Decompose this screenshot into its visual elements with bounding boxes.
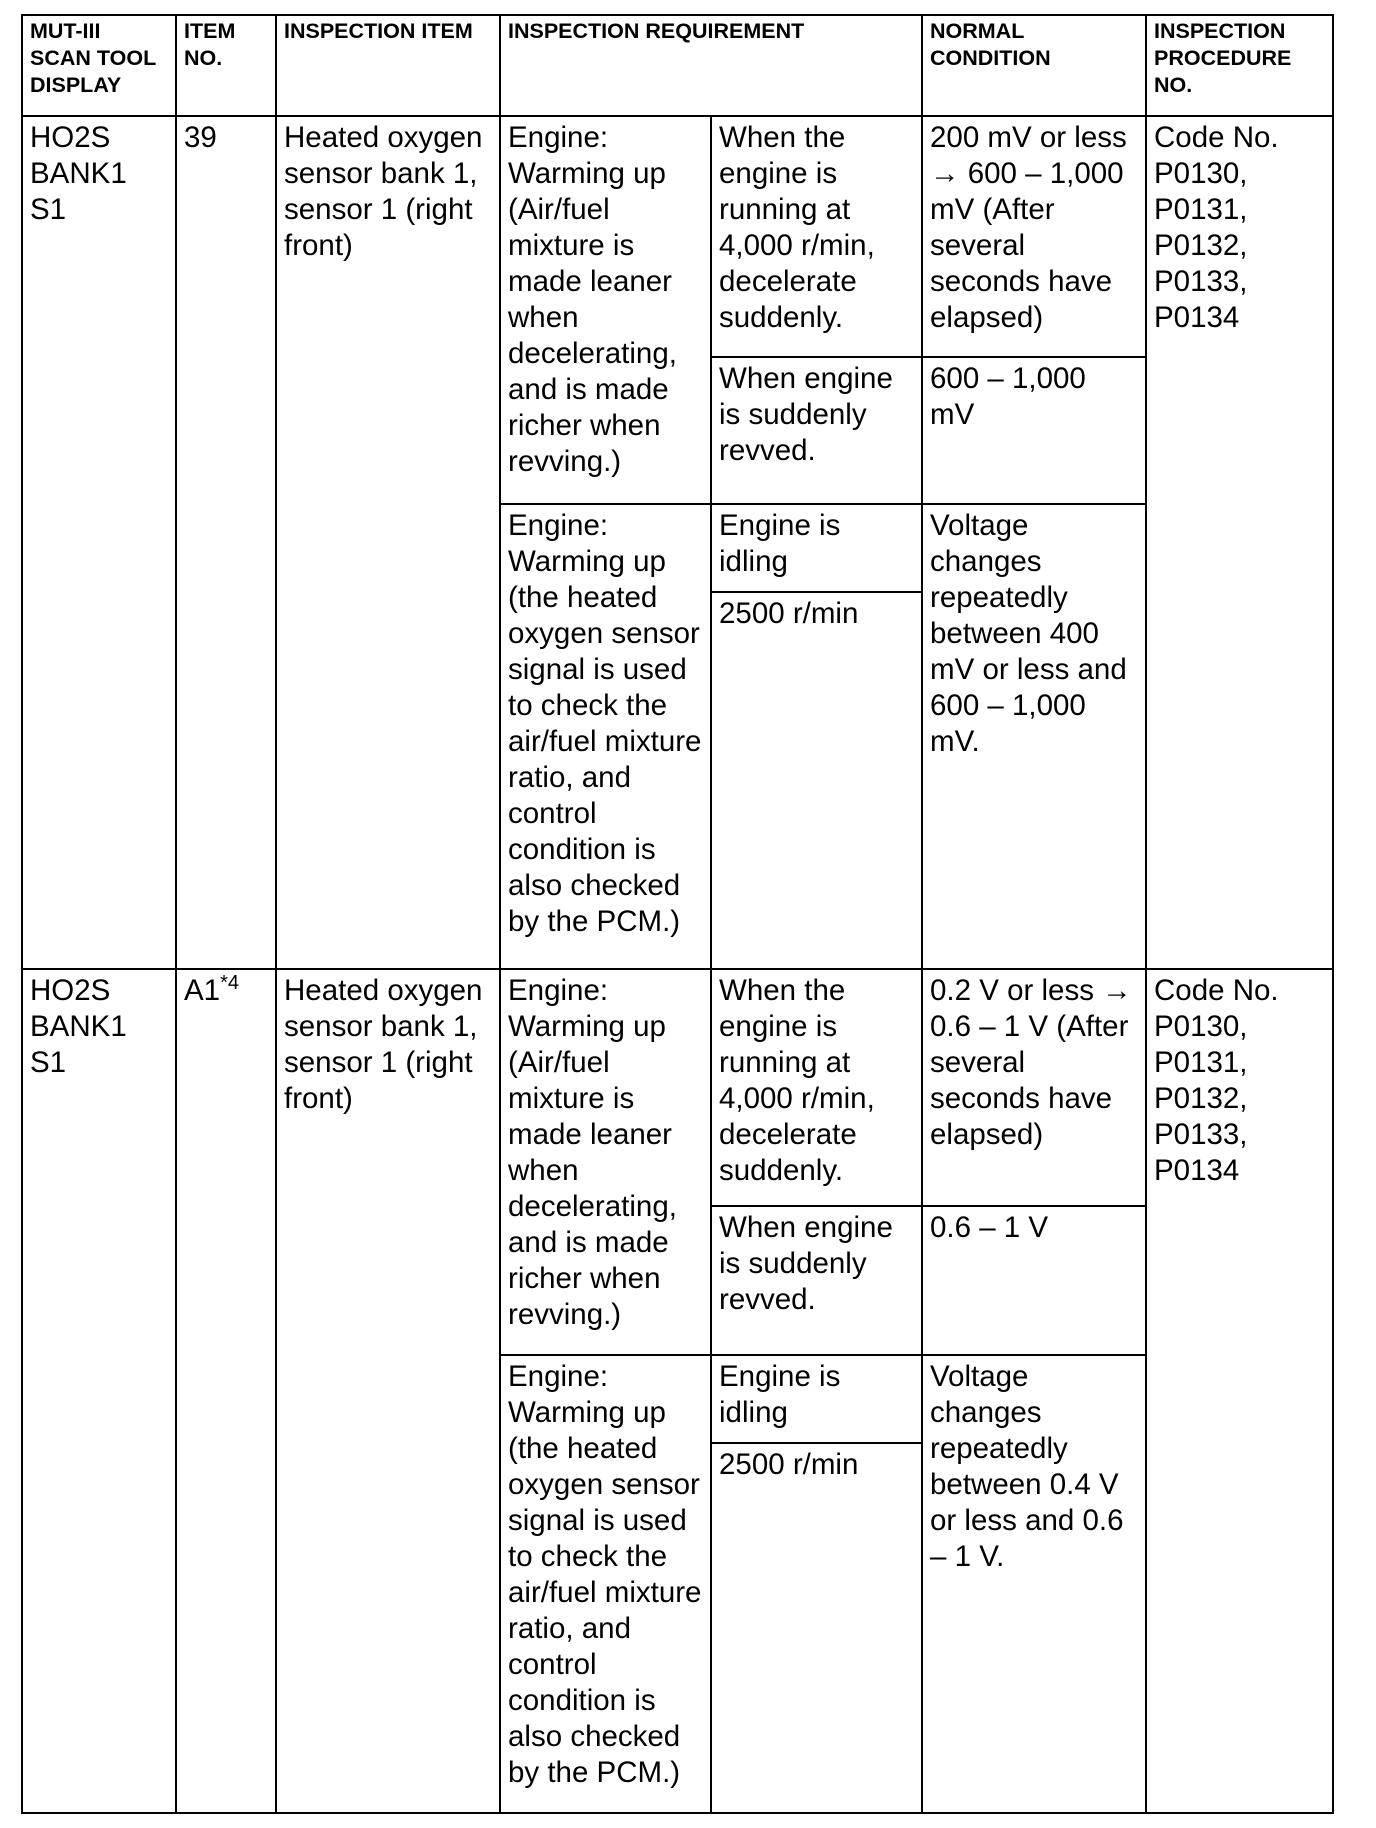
condition-cell: Engine is idling	[711, 504, 922, 592]
normal-condition-cell: 0.6 – 1 V	[922, 1206, 1146, 1356]
normal-condition-cell: 200 mV or less → 600 – 1,000 mV (After several seconds have elapsed)	[922, 116, 1146, 358]
item-no-cell: 39	[176, 116, 276, 969]
inspection-table	[21, 14, 1334, 1814]
header-display: MUT-III SCAN TOOL DISPLAY	[22, 15, 176, 116]
normal-condition-cell: 600 – 1,000 mV	[922, 357, 1146, 504]
condition-cell: When engine is suddenly revved.	[711, 1206, 922, 1356]
header-normal-condition: NORMAL CONDITION	[922, 15, 1146, 116]
requirement-cell: Engine: Warming up (the heated oxygen sensor signal is used to check the air/fuel mixture ratio, and control condition is also checked by the PCM.)	[500, 504, 711, 969]
inspection-item-cell: Heated oxygen sensor bank 1, sensor 1 (right front)	[276, 116, 500, 969]
header-inspection-item: INSPECTION ITEM	[276, 15, 500, 116]
requirement-cell: Engine: Warming up (Air/fuel mixture is made leaner when decelerating, and is made richer when revving.)	[500, 116, 711, 504]
header-procedure-no: INSPECTION PROCEDURE NO.	[1146, 15, 1333, 116]
item-no-cell: A1$^{*4}$	[176, 969, 276, 1813]
normal-condition-cell: Voltage changes repeatedly between 0.4 V or less and 0.6 – 1 V.	[922, 1355, 1146, 1813]
condition-cell: When engine is suddenly revved.	[711, 357, 922, 504]
procedure-cell: Code No. P0130, P0131, P0132, P0133, P0134	[1146, 969, 1333, 1813]
header-inspection-requirement: INSPECTION REQUIREMENT	[500, 15, 922, 116]
condition-cell: Engine is idling	[711, 1355, 922, 1443]
requirement-cell: Engine: Warming up (the heated oxygen sensor signal is used to check the air/fuel mixture ratio, and control condition is also checked by the PCM.)	[500, 1355, 711, 1813]
condition-cell: 2500 r/min	[711, 592, 922, 969]
condition-cell: When the engine is running at 4,000 r/min, decelerate suddenly.	[711, 969, 922, 1206]
procedure-cell: Code No. P0130, P0131, P0132, P0133, P0134	[1146, 116, 1333, 969]
display-cell: HO2S BANK1 S1	[22, 969, 176, 1813]
table-row	[22, 969, 1333, 1206]
inspection-item-cell: Heated oxygen sensor bank 1, sensor 1 (right front)	[276, 969, 500, 1813]
normal-condition-cell: 0.2 V or less → 0.6 – 1 V (After several seconds have elapsed)	[922, 969, 1146, 1206]
display-cell: HO2S BANK1 S1	[22, 116, 176, 969]
normal-condition-cell: Voltage changes repeatedly between 400 mV or less and 600 – 1,000 mV.	[922, 504, 1146, 969]
condition-cell: 2500 r/min	[711, 1443, 922, 1813]
header-item-no: ITEM NO.	[176, 15, 276, 116]
requirement-cell: Engine: Warming up (Air/fuel mixture is made leaner when decelerating, and is made richer when revving.)	[500, 969, 711, 1355]
header-row	[22, 15, 1333, 116]
table-row	[22, 116, 1333, 358]
condition-cell: When the engine is running at 4,000 r/min, decelerate suddenly.	[711, 116, 922, 358]
